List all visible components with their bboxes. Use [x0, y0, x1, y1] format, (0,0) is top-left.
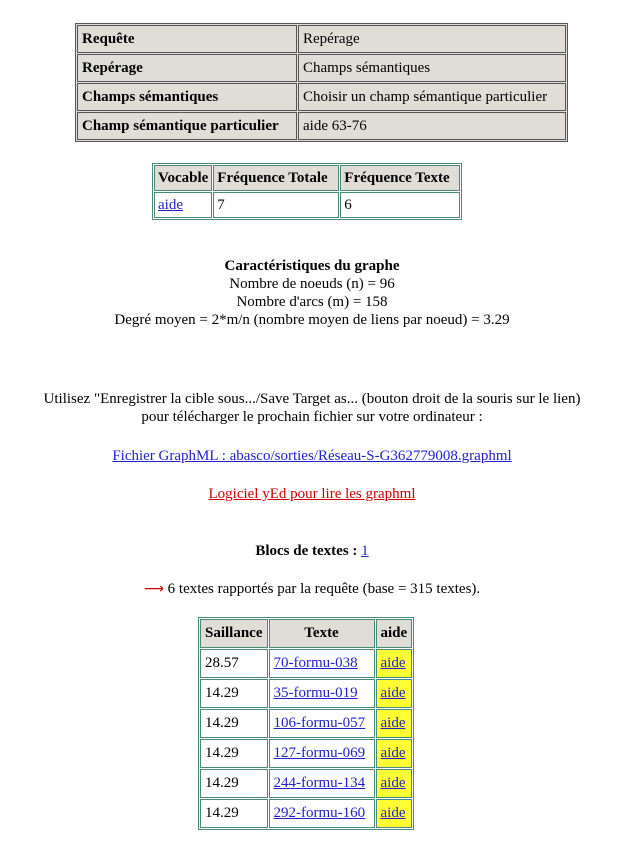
vocable-link[interactable]: aide — [158, 196, 183, 213]
graphml-file-link[interactable]: Fichier GraphML : abasco/sorties/Réseau-S-G362779008.graphml — [112, 448, 512, 464]
aide-cell — [376, 679, 413, 708]
saillance-cell: 14.29 — [200, 799, 268, 828]
right-arrow-icon: ⟶ — [143, 581, 164, 597]
column-header: Texte — [269, 619, 375, 648]
instruction-line-1: Utilisez "Enregistrer la cible sous.../Save Target as... (bouton droit de la souris sur le lien) — [43, 391, 581, 407]
query-value: Champs sémantiques — [298, 54, 566, 82]
text-cell — [269, 709, 375, 738]
aide-link[interactable]: aide — [380, 775, 406, 791]
graph-degree: Degré moyen = 2*m/n (nombre moyen de liens par noeud) = 3.29 — [114, 312, 510, 328]
vocable-cell — [154, 192, 212, 218]
query-key: Requête — [77, 25, 297, 53]
aide-link[interactable]: aide — [380, 805, 406, 821]
total-frequency: 7 — [213, 192, 339, 218]
table-row — [77, 83, 566, 111]
table-row — [200, 679, 412, 708]
graph-characteristics — [0, 257, 624, 329]
vocab-table — [152, 163, 462, 220]
text-link[interactable]: 292-formu-160 — [273, 805, 366, 821]
aide-cell — [376, 709, 413, 738]
text-link[interactable]: 244-formu-134 — [273, 775, 366, 791]
text-block-link[interactable]: 1 — [361, 543, 369, 559]
text-link[interactable]: 127-formu-069 — [273, 745, 366, 761]
aide-cell — [376, 769, 413, 798]
text-blocks-row — [0, 542, 624, 560]
table-row — [77, 25, 566, 53]
saillance-cell: 28.57 — [200, 649, 268, 678]
summary-text: 6 textes rapportés par la requête (base = 315 textes). — [167, 581, 481, 597]
aide-link[interactable]: aide — [380, 685, 406, 701]
column-header: Fréquence Totale — [213, 165, 339, 191]
query-key: Repérage — [77, 54, 297, 82]
table-row — [200, 709, 412, 738]
download-instructions — [0, 390, 624, 426]
graph-title: Caractéristiques du graphe — [224, 258, 400, 274]
column-header: Saillance — [200, 619, 268, 648]
table-row — [200, 769, 412, 798]
text-cell — [269, 679, 375, 708]
results-table — [198, 617, 414, 830]
aide-link[interactable]: aide — [380, 745, 406, 761]
saillance-cell: 14.29 — [200, 679, 268, 708]
text-frequency: 6 — [340, 192, 460, 218]
query-key: Champ sémantique particulier — [77, 112, 297, 140]
aide-cell — [376, 739, 413, 768]
table-row — [77, 112, 566, 140]
table-header-row — [200, 619, 412, 648]
graph-arcs: Nombre d'arcs (m) = 158 — [236, 294, 388, 310]
saillance-cell: 14.29 — [200, 739, 268, 768]
table-row — [77, 54, 566, 82]
table-row — [200, 649, 412, 678]
instruction-line-2: pour télécharger le prochain fichier sur votre ordinateur : — [141, 409, 483, 425]
text-link[interactable]: 106-formu-057 — [273, 715, 366, 731]
query-value: Repérage — [298, 25, 566, 53]
query-table — [75, 23, 568, 142]
column-header: Fréquence Texte — [340, 165, 460, 191]
table-row — [200, 799, 412, 828]
summary-row — [0, 580, 624, 598]
aide-link[interactable]: aide — [380, 715, 406, 731]
table-row — [154, 192, 460, 218]
table-row — [200, 739, 412, 768]
table-header-row — [154, 165, 460, 191]
aide-cell — [376, 799, 413, 828]
yed-software-link[interactable]: Logiciel yEd pour lire les graphml — [208, 486, 416, 502]
text-blocks-label: Blocs de textes : — [255, 543, 358, 559]
graphml-link-row — [0, 447, 624, 465]
query-value: Choisir un champ sémantique particulier — [298, 83, 566, 111]
column-header: aide — [376, 619, 413, 648]
text-cell — [269, 799, 375, 828]
saillance-cell: 14.29 — [200, 769, 268, 798]
text-cell — [269, 769, 375, 798]
text-cell — [269, 649, 375, 678]
text-link[interactable]: 70-formu-038 — [273, 655, 358, 671]
graph-nodes: Nombre de noeuds (n) = 96 — [229, 276, 395, 292]
query-value: aide 63-76 — [298, 112, 566, 140]
text-link[interactable]: 35-formu-019 — [273, 685, 358, 701]
aide-link[interactable]: aide — [380, 655, 406, 671]
query-key: Champs sémantiques — [77, 83, 297, 111]
yed-link-row — [0, 485, 624, 503]
column-header: Vocable — [154, 165, 212, 191]
aide-cell — [376, 649, 413, 678]
saillance-cell: 14.29 — [200, 709, 268, 738]
text-cell — [269, 739, 375, 768]
